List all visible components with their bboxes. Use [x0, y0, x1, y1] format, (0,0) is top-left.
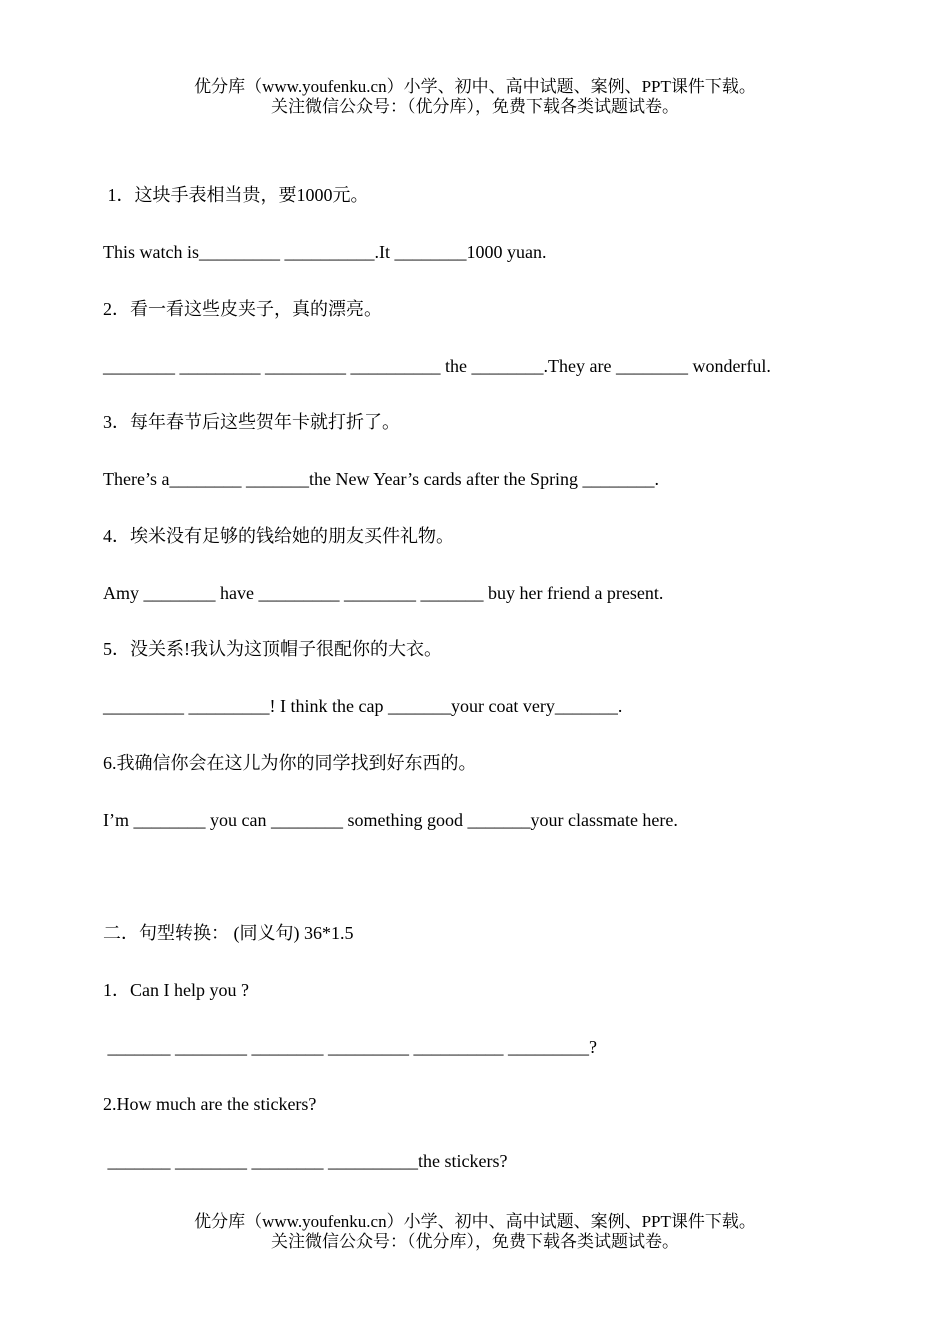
question-3-english: There’s a________ _______the New Year’s cards after the Spring ________.: [103, 469, 660, 489]
transform-answer-1: _______ ________ ________ _________ __________ _________?: [103, 1037, 597, 1057]
transform-question-2: 2.How much are the stickers?: [103, 1094, 317, 1114]
footer-line-1: 优分库（www.youfenku.cn）小学、初中、高中试题、案例、PPT课件下载。: [194, 1212, 756, 1231]
question-6-chinese: 6.我确信你会在这儿为你的同学找到好东西的。: [103, 753, 477, 773]
question-6-english: I’m ________ you can ________ something good _______your classmate here.: [103, 810, 678, 830]
transform-answer-2: _______ ________ ________ __________the stickers?: [103, 1151, 508, 1171]
question-5-english: _________ _________! I think the cap _______your coat very_______.: [103, 696, 623, 716]
question-4-chinese: 4．埃米没有足够的钱给她的朋友买件礼物。: [103, 526, 454, 546]
page-header: [0, 77, 950, 117]
header-line-2: 关注微信公众号：（优分库），免费下载各类试题试卷。: [271, 97, 679, 116]
question-1-chinese: 1．这块手表相当贵，要1000元。: [103, 185, 369, 205]
question-4-english: Amy ________ have _________ ________ _______ buy her friend a present.: [103, 583, 664, 603]
question-5-chinese: 5．没关系!我认为这顶帽子很配你的大衣。: [103, 639, 442, 659]
question-2-chinese: 2．看一看这些皮夹子，真的漂亮。: [103, 299, 382, 319]
question-1-english: This watch is_________ __________.It ________1000 yuan.: [103, 242, 547, 262]
transform-question-1: 1．Can I help you ?: [103, 980, 249, 1000]
page-footer: [0, 1212, 950, 1252]
section-2-title: 二．句型转换： (同义句) 36*1.5: [103, 923, 354, 943]
question-2-english: ________ _________ _________ __________ the ________.They are ________ wonderful.: [103, 356, 771, 376]
footer-line-2: 关注微信公众号：（优分库），免费下载各类试题试卷。: [271, 1232, 679, 1251]
question-3-chinese: 3．每年春节后这些贺年卡就打折了。: [103, 412, 400, 432]
header-line-1: 优分库（www.youfenku.cn）小学、初中、高中试题、案例、PPT课件下载。: [194, 77, 756, 96]
